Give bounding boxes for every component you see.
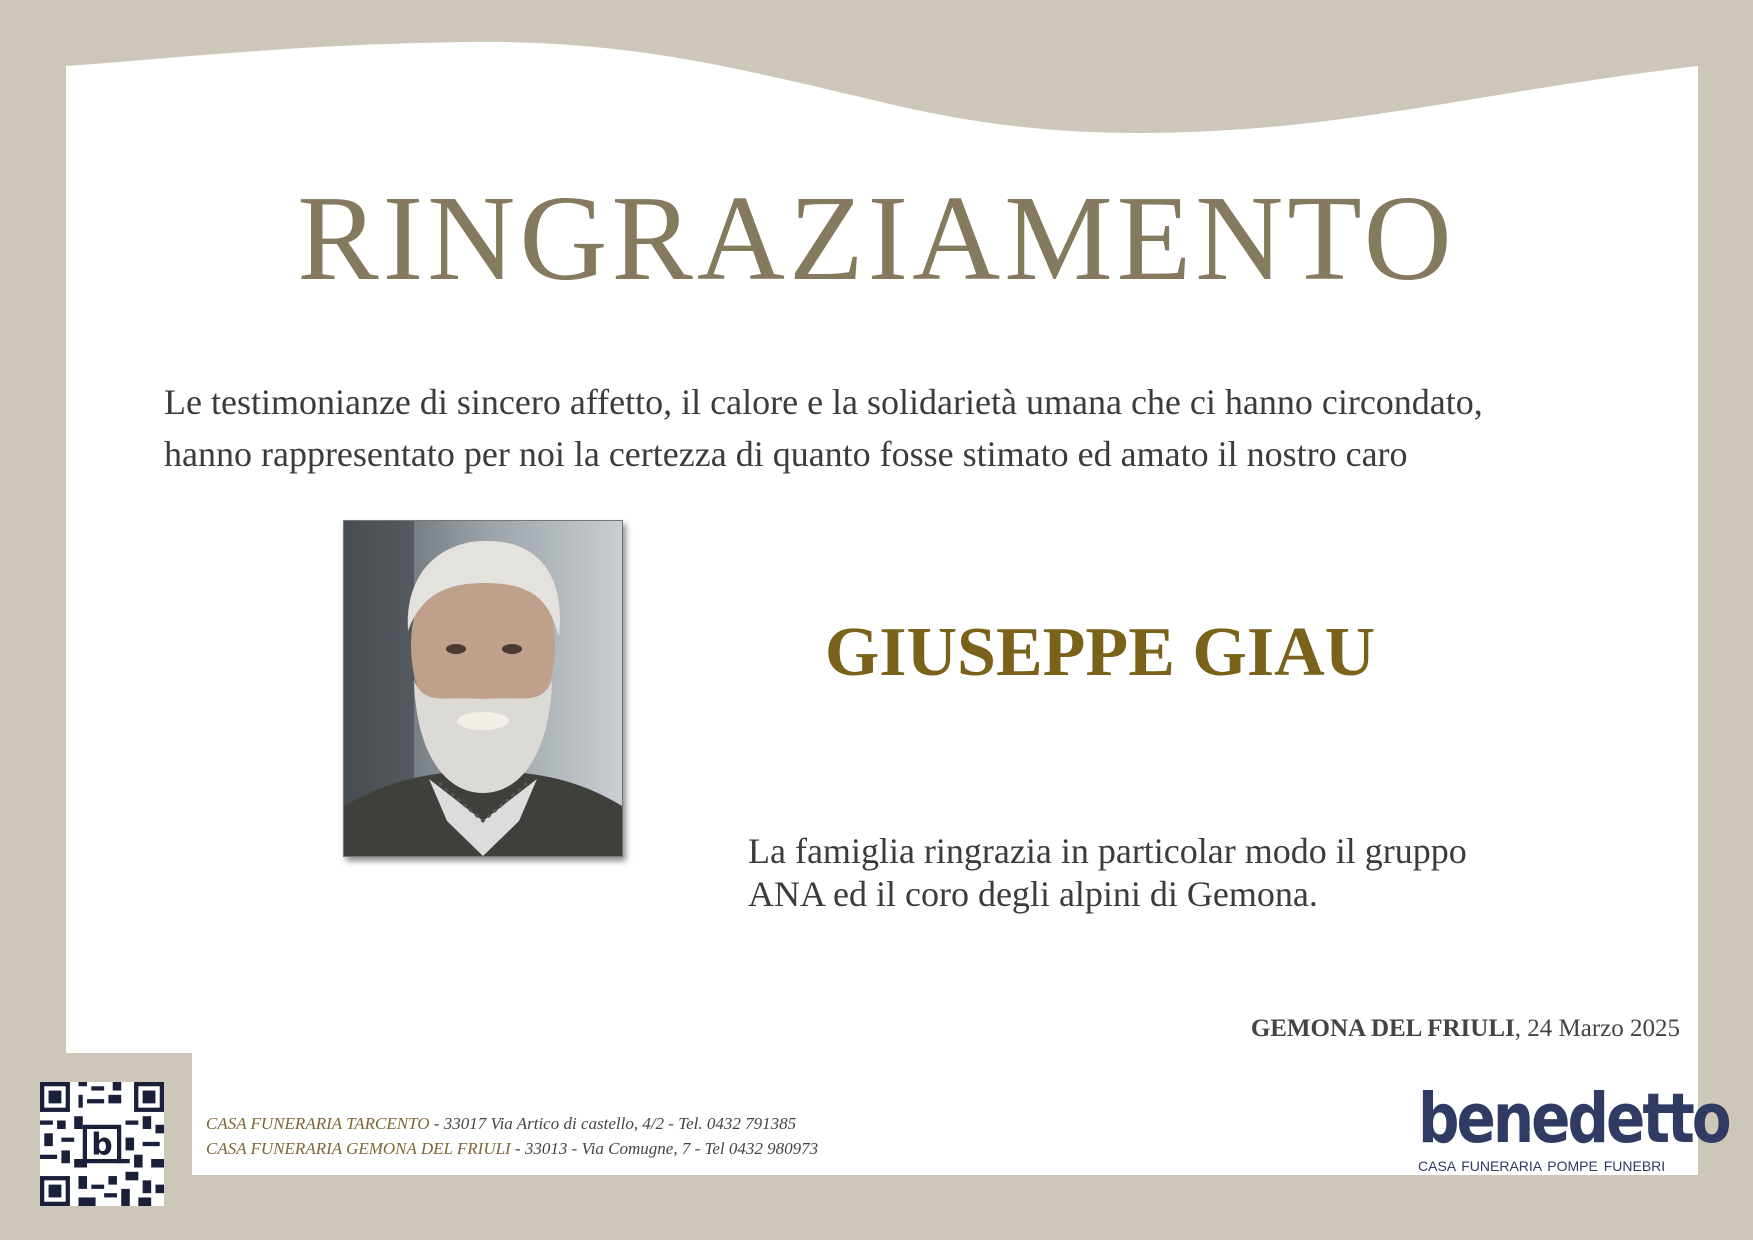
card-title: RINGRAZIAMENTO	[297, 171, 1456, 306]
place: GEMONA DEL FRIULI	[1250, 1015, 1515, 1042]
address-details: - 33017 Via Artico di castello, 4/2 - Tel. 0432 791385	[429, 1114, 797, 1133]
thanks-text	[748, 830, 1548, 916]
intro-line: Le testimonianze di sincero affetto, il calore e la solidarietà umana che ci hanno circondato,	[164, 382, 1483, 422]
portrait-photo	[343, 520, 623, 857]
date: , 24 Marzo 2025	[1514, 1015, 1680, 1042]
svg-text:b: b	[91, 1127, 113, 1163]
qr-code-icon[interactable]	[40, 1082, 164, 1206]
logo-wordmark: benedetto	[1418, 1078, 1729, 1159]
address-line	[206, 1136, 818, 1161]
benedetto-logo	[1418, 1078, 1729, 1174]
address-house: CASA FUNERARIA GEMONA DEL FRIULI	[206, 1139, 511, 1158]
place-date	[1251, 1015, 1680, 1043]
address-line	[206, 1111, 818, 1136]
funeral-home-addresses	[206, 1111, 818, 1161]
address-house: CASA FUNERARIA TARCENTO	[206, 1114, 430, 1133]
thanks-line: ANA ed il coro degli alpini di Gemona.	[748, 874, 1318, 914]
intro-text	[164, 376, 1644, 480]
deceased-name: GIUSEPPE GIAU	[824, 614, 1376, 691]
thanks-line: La famiglia ringrazia in particolar modo il gruppo	[748, 831, 1467, 871]
address-details: - 33013 - Via Comugne, 7 - Tel 0432 980973	[510, 1139, 819, 1158]
intro-line: hanno rappresentato per noi la certezza di quanto fosse stimato ed amato il nostro caro	[164, 434, 1408, 474]
logo-subtitle: CASA FUNERARIA POMPE FUNEBRI	[1418, 1158, 1666, 1174]
